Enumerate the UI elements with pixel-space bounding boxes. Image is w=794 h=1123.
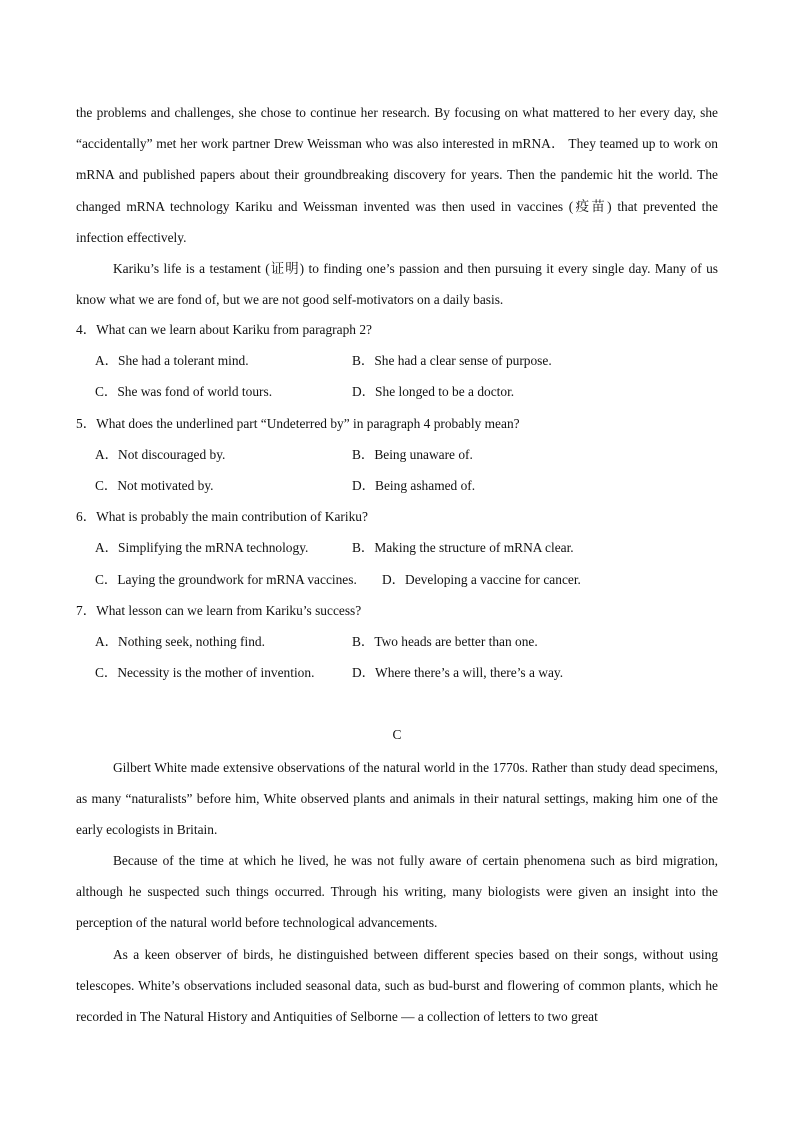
section-label-c: C [392, 727, 402, 742]
question-7-option-c: C．Necessity is the mother of invention. [95, 665, 315, 680]
passage-c-paragraph-3: As a keen observer of birds, he distinguished between different species based on their songs, without using telescopes. White’s observations included seasonal data, such as bud-burst and flowering of common plants, which he recorded in The Natural History and Antiquities of Selborne — a collection of letters to two great [76, 947, 718, 1025]
question-6-stem: 6．What is probably the main contribution of Kariku? [76, 509, 368, 524]
question-6-option-a: A．Simplifying the mRNA technology. [95, 540, 309, 555]
passage-c-paragraph-2: Because of the time at which he lived, he was not fully aware of certain phenomena such as bird migration, although he suspected such things occurred. Through his writing, many biologists were given an insight into the perception of the natural world before technological advancements. [76, 853, 718, 931]
question-5-stem: 5．What does the underlined part “Undeterred by” in paragraph 4 probably mean? [76, 416, 520, 431]
question-4-option-b: B．She had a clear sense of purpose. [352, 353, 552, 368]
passage-b-paragraph-continued: the problems and challenges, she chose to continue her research. By focusing on what mattered to her every day, she “accidentally” met her work partner Drew Weissman who was also interested in mRNA． They teamed up to work on mRNA and published papers about their groundbreaking discovery for years. Then the pandemic hit the world. The changed mRNA technology Kariku and Weissman invented was then used in vaccines (疫苗) that prevented the infection effectively. [76, 105, 718, 245]
question-4-option-c: C．She was fond of world tours. [95, 384, 273, 399]
question-7-option-b: B．Two heads are better than one. [352, 634, 538, 649]
question-7-option-d: D．Where there’s a will, there’s a way. [352, 665, 564, 680]
question-7-option-a: A．Nothing seek, nothing find. [95, 634, 265, 649]
question-4-option-d: D．She longed to be a doctor. [352, 384, 515, 399]
question-6-option-b: B．Making the structure of mRNA clear. [352, 540, 574, 555]
question-4-stem: 4．What can we learn about Kariku from paragraph 2? [76, 322, 372, 337]
question-5-option-c: C．Not motivated by. [95, 478, 214, 493]
question-6-option-c: C．Laying the groundwork for mRNA vaccines. [95, 572, 357, 587]
question-4-option-a: A．She had a tolerant mind. [95, 353, 249, 368]
question-5-option-a: A．Not discouraged by. [95, 447, 226, 462]
question-5-option-d: D．Being ashamed of. [352, 478, 476, 493]
passage-c-paragraph-1: Gilbert White made extensive observations of the natural world in the 1770s. Rather than study dead specimens, as many “naturalists” before him, White observed plants and animals in their natural settings, making him one of the early ecologists in Britain. [76, 760, 718, 838]
question-6-option-d: D．Developing a vaccine for cancer. [382, 572, 581, 587]
question-7-stem: 7．What lesson can we learn from Kariku’s success? [76, 603, 362, 618]
passage-b-last-paragraph: Kariku’s life is a testament (证明) to finding one’s passion and then pursuing it every single day. Many of us know what we are fond of, but we are not good self-motivators on a daily basis. [76, 261, 718, 308]
question-5-option-b: B．Being unaware of. [352, 447, 473, 462]
